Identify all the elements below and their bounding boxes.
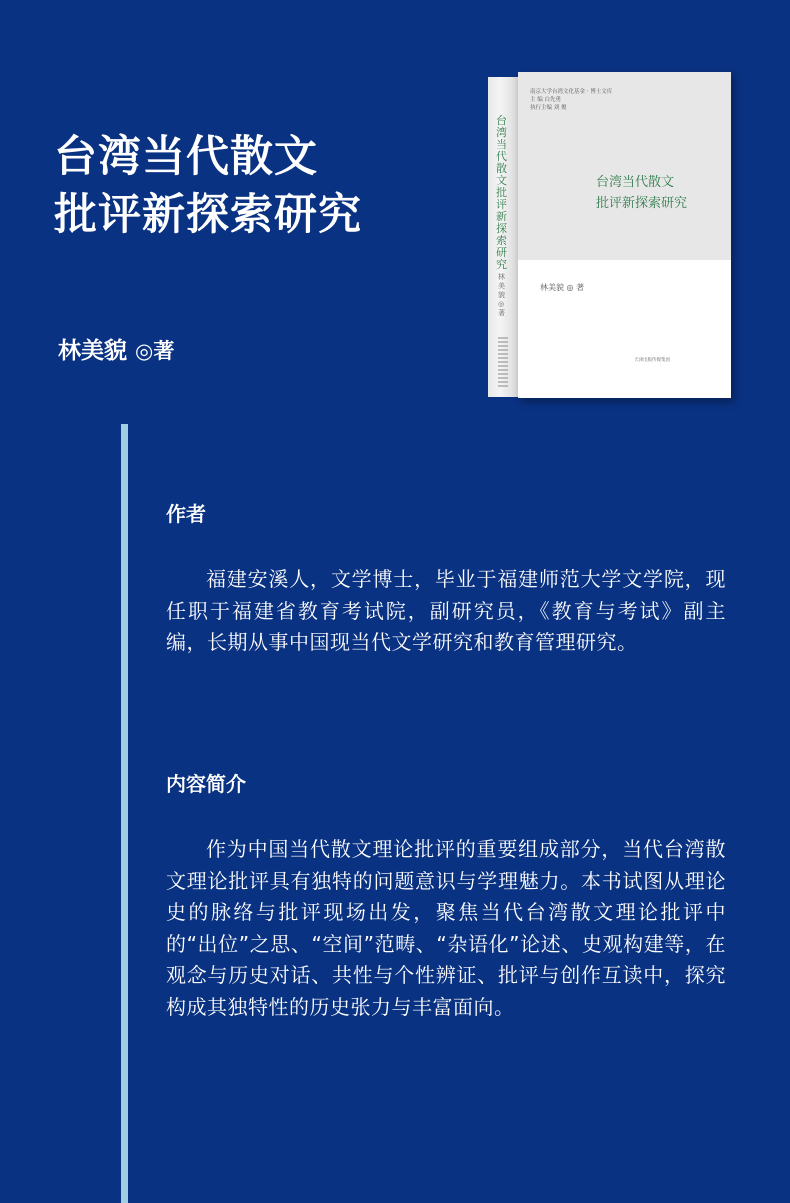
- book-title-line-1: 台湾当代散文: [54, 132, 318, 182]
- cover-author: 林美貌 ◎ 著: [540, 283, 585, 292]
- cover-series-info: [530, 88, 612, 112]
- section-heading: 作者: [166, 502, 206, 526]
- book-cover-image: [488, 72, 733, 400]
- spine-publisher-mark: [498, 337, 508, 387]
- section-body: 福建安溪人，文学博士，毕业于福建师范大学文学院，现任职于福建省教育考试院，副研究员，《教育与考试》副主编，长期从事中国现当代文学研究和教育管理研究。: [166, 567, 726, 654]
- cover-title-line-2: 批评新探索研究: [596, 196, 688, 211]
- book-author: [58, 332, 174, 365]
- cover-editor-line: 主 编 白先勇: [530, 97, 561, 103]
- author-section-body: [166, 564, 726, 659]
- cover-publisher: 天津出版传媒集团: [634, 358, 670, 363]
- spine-author: 林美貌◎著: [498, 273, 505, 317]
- spine-title: 台湾当代散文批评新探索研究: [496, 114, 507, 271]
- book-title-line-2: 批评新探索研究: [54, 190, 362, 240]
- author-role: ◎著: [135, 339, 175, 363]
- author-name: 林美貌: [58, 338, 127, 364]
- book-title: [54, 128, 362, 244]
- book-spine: [488, 77, 518, 397]
- section-heading: 内容简介: [166, 772, 246, 796]
- cover-series-line: 南京大学台湾文化基金 · 博士文库: [530, 89, 613, 95]
- accent-vertical-bar: [121, 424, 128, 1203]
- cover-title: [596, 172, 687, 214]
- cover-title-line-1: 台湾当代散文: [596, 175, 675, 190]
- summary-section-heading: [166, 770, 726, 798]
- summary-section-body: [166, 834, 726, 1023]
- author-section-heading: [166, 500, 726, 528]
- cover-exec-editor-line: 执行主编 刘 俊: [530, 105, 567, 111]
- book-front-cover: [518, 72, 731, 398]
- section-body: 作为中国当代散文理论批评的重要组成部分，当代台湾散文理论批评具有独特的问题意识与学理魅力。本书试图从理论史的脉络与批评现场出发，聚焦当代台湾散文理论批评中的“出位”之思、“空间”范畴、“杂语化”论述、史观构建等，在观念与历史对话、共性与个性辨证、批评与创作互读中，探究构成其独特性的历史张力与丰富面向。: [166, 837, 726, 1019]
